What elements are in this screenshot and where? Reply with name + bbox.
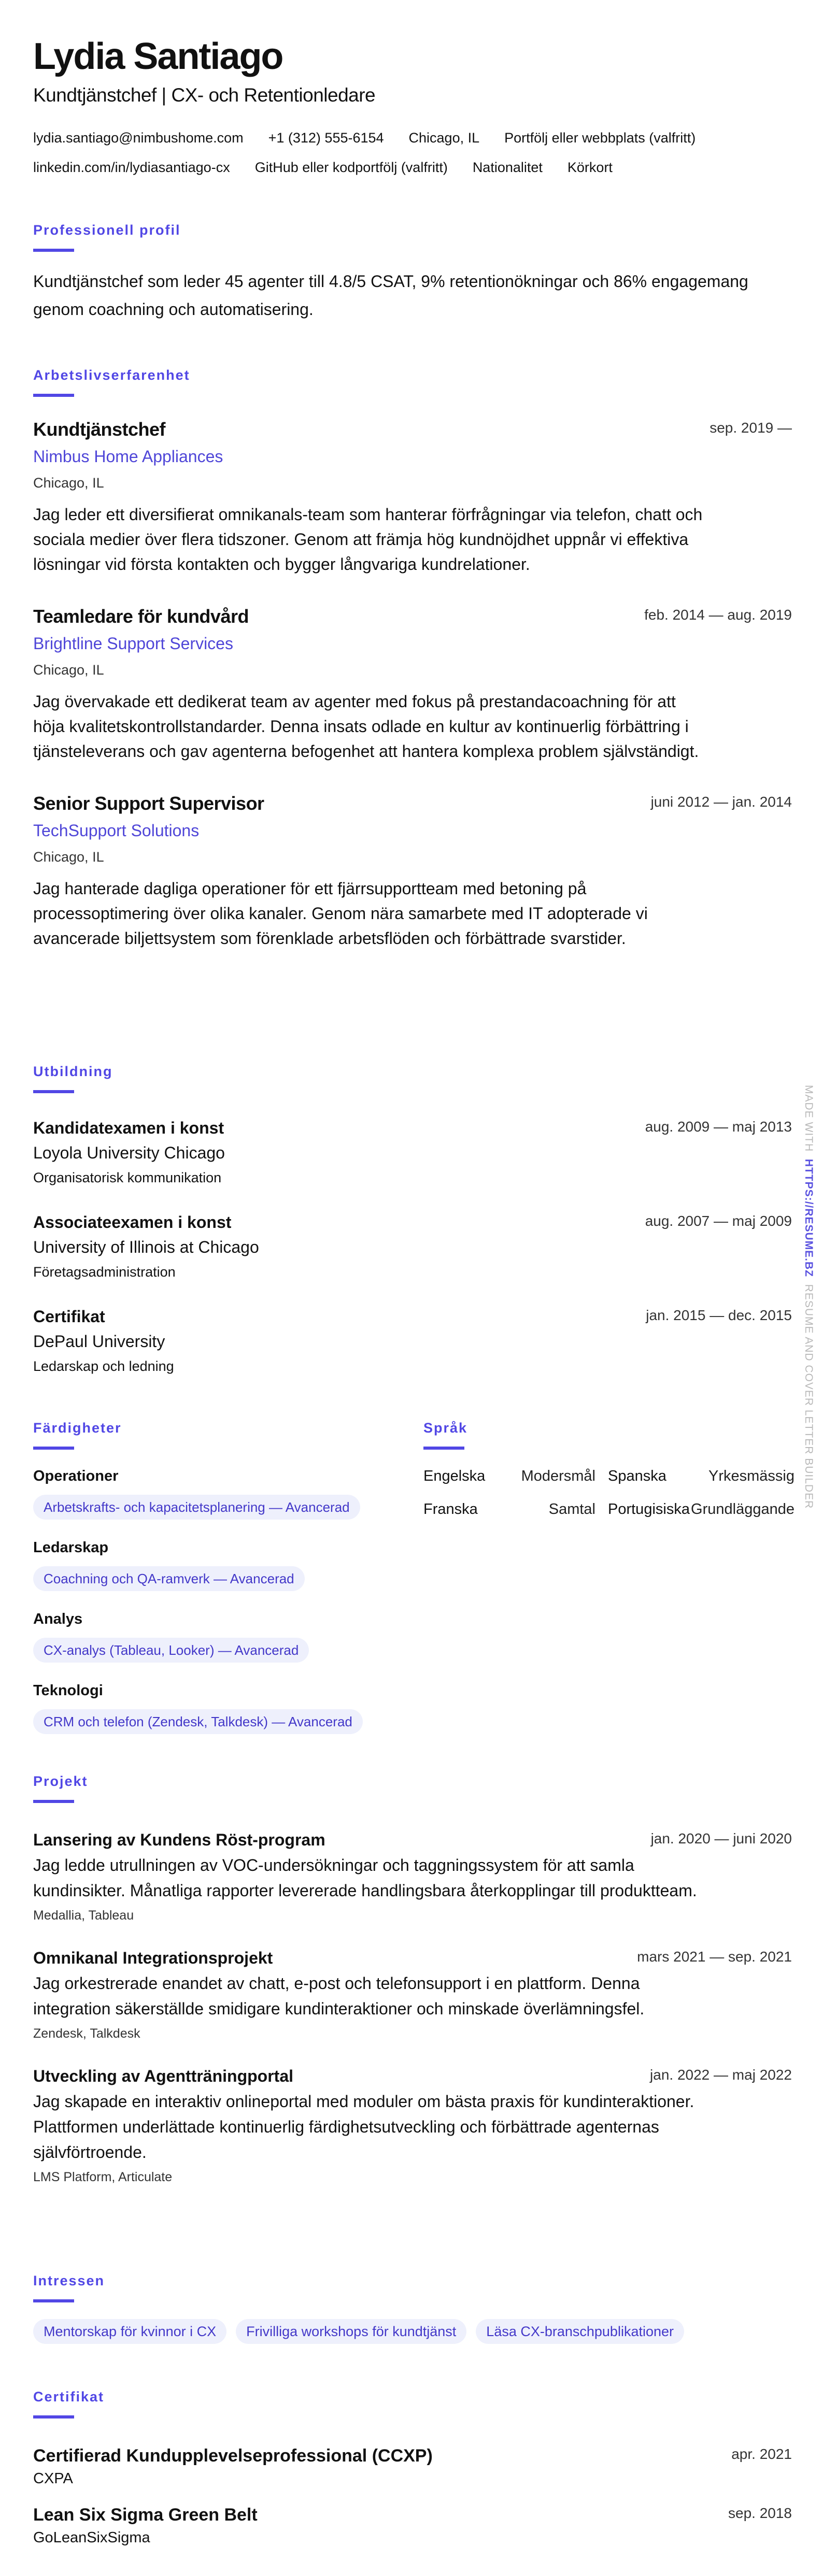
certificate-entry [33, 2444, 792, 2489]
experience-entry [33, 605, 792, 764]
job-title: Senior Support Supervisor [33, 793, 264, 814]
job-dates: feb. 2014 — aug. 2019 [644, 607, 792, 623]
contact-info [33, 129, 779, 176]
profile-summary: Kundtjänstchef som leder 45 agenter till 4.8/5 CSAT, 9% retentionökningar och 86% engagemang genom coachning och automatisering. [33, 272, 748, 319]
job-location: Chicago, IL [33, 475, 104, 491]
project-tools: LMS Platform, Articulate [33, 2170, 173, 2184]
job-company: Nimbus Home Appliances [33, 447, 223, 466]
field-of-study: Organisatorisk kommunikation [33, 1170, 222, 1185]
institution: Loyola University Chicago [33, 1143, 225, 1162]
certificate-issuer: CXPA [33, 2470, 73, 2487]
skill-chip: Coachning och QA-ramverk — Avancerad [33, 1566, 305, 1591]
job-description: Jag leder ett diversifierat omnikanals-team som hanterar förfrågningar via telefon, chatt och sociala medier över flera tidszoner. Genom att främja hög kundnöjdhet uppnår vi effektiva lösningar vid första kontakten och bygger långvariga kundrelationer. [33, 505, 703, 574]
interest-chip: Frivilliga workshops för kundtjänst [236, 2319, 466, 2344]
degree: Certifikat [33, 1307, 105, 1326]
contact-github: GitHub eller kodportfölj (valfritt) [254, 160, 448, 175]
job-title: Kundtjänstchef [33, 419, 166, 440]
experience-entry [33, 418, 792, 577]
contact-license: Körkort [567, 160, 613, 175]
language-level: Samtal [548, 1501, 595, 1518]
interests-section [33, 2272, 792, 2344]
degree: Kandidatexamen i konst [33, 1119, 224, 1137]
certificate-date: apr. 2021 [731, 2446, 792, 2462]
job-company: TechSupport Solutions [33, 821, 200, 840]
section-title: Projekt [33, 1773, 88, 1789]
profile-section [33, 221, 792, 323]
degree: Associateexamen i konst [33, 1213, 232, 1232]
education-dates: aug. 2009 — maj 2013 [645, 1119, 792, 1135]
section-title: Professionell profil [33, 222, 181, 238]
project-dates: jan. 2022 — maj 2022 [650, 2067, 792, 2083]
project-description: Jag orkestrerade enandet av chatt, e-post och telefonsupport i en plattform. Denna integration säkerställde smidigare kundinteraktioner och minskade överlämningsfel. [33, 1974, 645, 2018]
section-title: Utbildning [33, 1064, 113, 1079]
section-title: Färdigheter [33, 1420, 122, 1436]
contact-email[interactable]: lydia.santiago@nimbushome.com [33, 130, 244, 146]
candidate-name: Lydia Santiago [33, 36, 283, 77]
skill-chip: CRM och telefon (Zendesk, Talkdesk) — Avancerad [33, 1709, 363, 1734]
interest-chip: Läsa CX-branschpublikationer [476, 2319, 684, 2344]
job-description: Jag hanterade dagliga operationer för ett fjärrsupportteam med betoning på processoptimering över olika kanaler. Genom nära samarbete med IT adopterade vi avancerade biljettsystem som förenklade arbetsflöden och förbättrade svarstider. [33, 879, 648, 948]
job-company: Brightline Support Services [33, 634, 233, 653]
contact-portfolio: Portfölj eller webbplats (valfritt) [504, 130, 696, 146]
project-description: Jag ledde utrullningen av VOC-undersökningar och taggningssystem för att samla kundinsikter. Månatliga rapporter levererade handlingsbara återkopplingar till produktteam. [33, 1856, 697, 1900]
job-description: Jag övervakade ett dedikerat team av agenter med fokus på prestandacoachning för att höja kvalitetskontrollstandarder. Denna insats odlade en kultur av kontinuerlig förbättring i tjänsteleverans och gav agenterna befogenhet att hantera komplexa problem självständigt. [33, 692, 699, 761]
language-level: Grundläggande [691, 1501, 794, 1518]
institution: University of Illinois at Chicago [33, 1238, 259, 1256]
project-title: Omnikanal Integrationsprojekt [33, 1949, 273, 1967]
project-entry [33, 2065, 792, 2186]
section-divider [33, 1800, 74, 1803]
certificate-issuer: GoLeanSixSigma [33, 2529, 150, 2546]
watermark-prefix: MADE WITH [803, 1085, 815, 1152]
section-divider [33, 2299, 74, 2302]
resume-header [33, 35, 792, 176]
skills-languages-row [33, 1419, 792, 1734]
institution: DePaul University [33, 1332, 165, 1351]
candidate-headline: Kundtjänstchef | CX- och Retentionledare [33, 84, 376, 106]
interest-chip: Mentorskap för kvinnor i CX [33, 2319, 226, 2344]
field-of-study: Ledarskap och ledning [33, 1358, 174, 1374]
interest-list [33, 2319, 792, 2344]
languages-section [423, 1419, 792, 1734]
field-of-study: Företagsadministration [33, 1264, 176, 1280]
education-section [33, 1063, 792, 1377]
projects-section [33, 1772, 792, 2186]
watermark-link[interactable]: HTTPS://RESUME.BZ [803, 1158, 815, 1277]
job-dates: sep. 2019 — [710, 420, 792, 436]
section-title: Intressen [33, 2273, 105, 2288]
language-list [423, 1466, 792, 1520]
watermark-suffix: RESUME AND COVER LETTER BUILDER [803, 1284, 815, 1509]
section-divider [33, 2415, 74, 2418]
language-level: Modersmål [521, 1468, 595, 1484]
skill-category: Analys [33, 1611, 83, 1627]
section-title: Certifikat [33, 2389, 105, 2405]
project-dates: jan. 2020 — juni 2020 [650, 1830, 792, 1847]
language-item [608, 1499, 794, 1520]
certificates-section [33, 2388, 792, 2548]
job-location: Chicago, IL [33, 849, 104, 865]
section-divider [33, 1090, 74, 1093]
project-dates: mars 2021 — sep. 2021 [637, 1949, 792, 1965]
skill-category: Teknologi [33, 1682, 103, 1699]
education-entry [33, 1211, 792, 1282]
contact-nationality: Nationalitet [472, 160, 543, 175]
contact-location: Chicago, IL [408, 130, 480, 146]
contact-linkedin[interactable]: linkedin.com/in/lydiasantiago-cx [33, 160, 230, 175]
language-item [608, 1466, 794, 1486]
language-name: Portugisiska [608, 1501, 690, 1518]
project-title: Utveckling av Agentträningportal [33, 2067, 293, 2085]
language-item [423, 1499, 595, 1520]
project-entry [33, 1828, 792, 1925]
skill-chip: Arbetskrafts- och kapacitetsplanering — Avancerad [33, 1495, 360, 1520]
job-dates: juni 2012 — jan. 2014 [650, 794, 792, 810]
section-divider [423, 1447, 464, 1450]
skills-section [33, 1419, 423, 1734]
section-divider [33, 394, 74, 397]
language-level: Yrkesmässig [708, 1468, 794, 1484]
section-divider [33, 1447, 74, 1450]
language-name: Engelska [423, 1468, 486, 1484]
education-entry [33, 1117, 792, 1188]
certificate-title: Certifierad Kundupplevelseprofessional (CCXP) [33, 2446, 433, 2466]
skill-category: Operationer [33, 1468, 119, 1484]
skill-category: Ledarskap [33, 1539, 109, 1556]
section-title: Språk [423, 1420, 468, 1436]
certificate-date: sep. 2018 [728, 2505, 792, 2521]
project-entry [33, 1947, 792, 2043]
project-tools: Medallia, Tableau [33, 1908, 134, 1923]
certificate-entry [33, 2503, 792, 2548]
contact-phone: +1 (312) 555-6154 [268, 130, 384, 146]
watermark [801, 1085, 816, 1509]
job-title: Teamledare för kundvård [33, 606, 249, 627]
certificate-title: Lean Six Sigma Green Belt [33, 2505, 258, 2525]
project-tools: Zendesk, Talkdesk [33, 2026, 140, 2041]
language-name: Franska [423, 1501, 478, 1518]
education-dates: aug. 2007 — maj 2009 [645, 1213, 792, 1229]
experience-entry [33, 792, 792, 951]
education-entry [33, 1305, 792, 1377]
project-title: Lansering av Kundens Röst-program [33, 1830, 325, 1849]
language-name: Spanska [608, 1468, 666, 1484]
job-location: Chicago, IL [33, 662, 104, 678]
experience-section [33, 366, 792, 951]
section-divider [33, 249, 74, 252]
project-description: Jag skapade en interaktiv onlineportal med moduler om bästa praxis för kundinteraktioner. Plattformen underlättade kontinuerlig färdighetsutveckling och förbättrade agenternas självförtroende. [33, 2092, 694, 2162]
language-item [423, 1466, 595, 1486]
skill-chip: CX-analys (Tableau, Looker) — Avancerad [33, 1638, 309, 1663]
education-dates: jan. 2015 — dec. 2015 [646, 1307, 792, 1323]
section-title: Arbetslivserfarenhet [33, 367, 190, 383]
